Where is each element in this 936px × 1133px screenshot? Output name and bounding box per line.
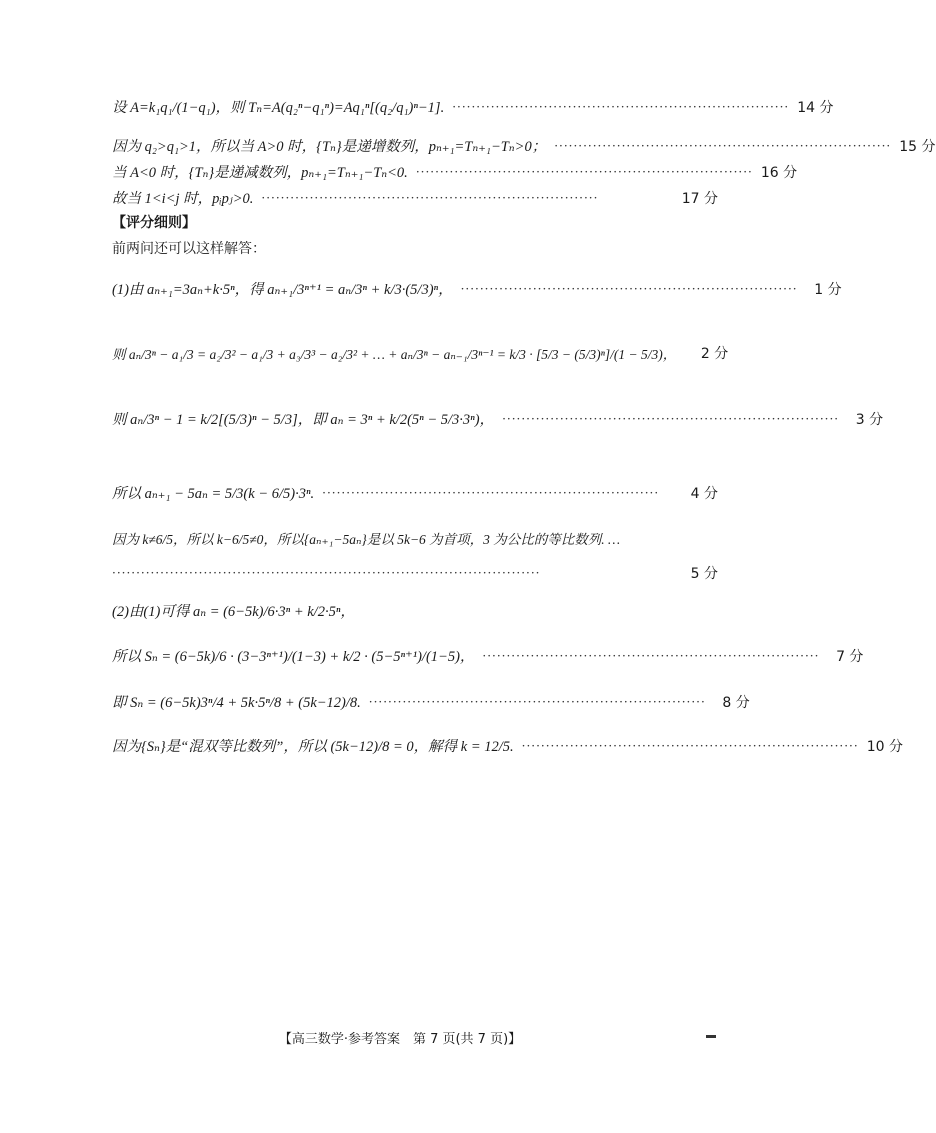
intro-line	[112, 238, 718, 258]
score-label: 2 分	[700, 346, 729, 362]
formula-text: 因为 q₂>q₁>1，所以当 A>0 时，{Tₙ}是递增数列，pₙ₊₁=Tₙ₊₁−Tₙ>0；	[112, 139, 547, 155]
formula-text: 所以 aₙ₊₁ − 5aₙ = 5/3(k − 6/5)·3ⁿ.	[112, 486, 315, 502]
formula-text: 当 A<0 时，{Tₙ}是递减数列，pₙ₊₁=Tₙ₊₁−Tₙ<0.	[112, 165, 408, 181]
formula-text: 则 aₙ/3ⁿ − 1 = k/2[(5/3)ⁿ − 5/3]，即 aₙ = 3ⁿ + k/2(5ⁿ − 5/3·3ⁿ)，	[112, 412, 495, 428]
solution-line-7	[112, 645, 864, 666]
solution-line-4	[112, 482, 718, 503]
formula-text: 所以 Sₙ = (6−5k)/6 · (3−3ⁿ⁺¹)/(1−3) + k/2 · (5−5ⁿ⁺¹)/(1−5)，	[112, 649, 475, 665]
formula-text: 故当 1<i<j 时，pᵢpⱼ>0.	[112, 191, 254, 207]
leader-dots: ······································································	[368, 694, 706, 709]
leader-dots: ·························································································	[112, 566, 541, 580]
footer-mark	[706, 1035, 716, 1038]
formula-text: (2)由(1)可得 aₙ = (6−5k)/6·3ⁿ + k/2·5ⁿ，	[112, 604, 355, 620]
solution-line-17	[112, 187, 718, 208]
leader-dots: ······································································	[415, 164, 753, 179]
score-label: 3 分	[855, 411, 884, 428]
score-label: 17 分	[681, 190, 718, 207]
leader-dots: ······································································	[322, 485, 660, 500]
solution-line-16	[112, 161, 798, 182]
score-label: 14 分	[797, 99, 834, 116]
score-label: 4 分	[690, 485, 718, 502]
leader-dots: ······································································	[452, 99, 790, 114]
grading-rules-heading: 【评分细则】	[112, 215, 196, 231]
score-label: 16 分	[760, 164, 798, 181]
score-label: 5 分	[690, 566, 718, 582]
formula-text: 设 A=k₁q₁/(1−q₁)，则 Tₙ=A(q₂ⁿ−q₁ⁿ)=Aq₁ⁿ[(q₂/q₁)ⁿ−1].	[112, 100, 445, 116]
solution-line-3	[112, 408, 884, 429]
leader-dots: ······································································	[554, 138, 892, 153]
solution-line-14	[112, 96, 834, 117]
page-footer: 【高三数学·参考答案 第 7 页(共 7 页)】	[278, 1032, 522, 1047]
solution-line-5b	[112, 563, 718, 583]
solution-line-6	[112, 600, 718, 621]
score-label: 7 分	[836, 648, 864, 665]
intro-text: 前两问还可以这样解答：	[112, 241, 266, 257]
leader-dots: ······································································	[502, 411, 840, 426]
solution-line-5a	[112, 528, 718, 548]
solution-line-10	[112, 735, 903, 756]
solution-line-2	[112, 343, 729, 363]
formula-text: 则 aₙ/3ⁿ − a₁/3 = a₂/3² − a₁/3 + a₃/3³ − a₂/3² + … + aₙ/3ⁿ − aₙ₋₁/3ⁿ⁻¹ = k/3 · [5/3 − (5/3)ⁿ]/(1 − 5/3)，	[112, 347, 677, 362]
formula-text: 即 Sₙ = (6−5k)3ⁿ/4 + 5k·5ⁿ/8 + (5k−12)/8.	[112, 695, 361, 711]
leader-dots: ······································································	[482, 648, 820, 663]
formula-text: 因为 k≠6/5，所以 k−6/5≠0，所以{aₙ₊₁−5aₙ}是以 5k−6 为首项，3 为公比的等比数列. …	[112, 532, 621, 547]
solution-line-15	[112, 135, 936, 156]
section-heading	[112, 212, 718, 232]
formula-text: 因为{Sₙ}是“混双等比数列”，所以 (5k−12)/8 = 0，解得 k = 12/5.	[112, 739, 514, 755]
score-label: 8 分	[722, 694, 750, 711]
leader-dots: ······································································	[521, 738, 859, 753]
solution-line-8	[112, 691, 750, 712]
solution-line-1	[112, 278, 842, 299]
score-label: 1 分	[814, 281, 842, 298]
formula-text: (1)由 aₙ₊₁=3aₙ+k·5ⁿ，得 aₙ₊₁/3ⁿ⁺¹ = aₙ/3ⁿ + k/3·(5/3)ⁿ，	[112, 282, 453, 298]
leader-dots: ······································································	[261, 190, 599, 205]
score-label: 10 分	[866, 738, 903, 755]
leader-dots: ······································································	[460, 281, 798, 296]
score-label: 15 分	[899, 138, 936, 155]
